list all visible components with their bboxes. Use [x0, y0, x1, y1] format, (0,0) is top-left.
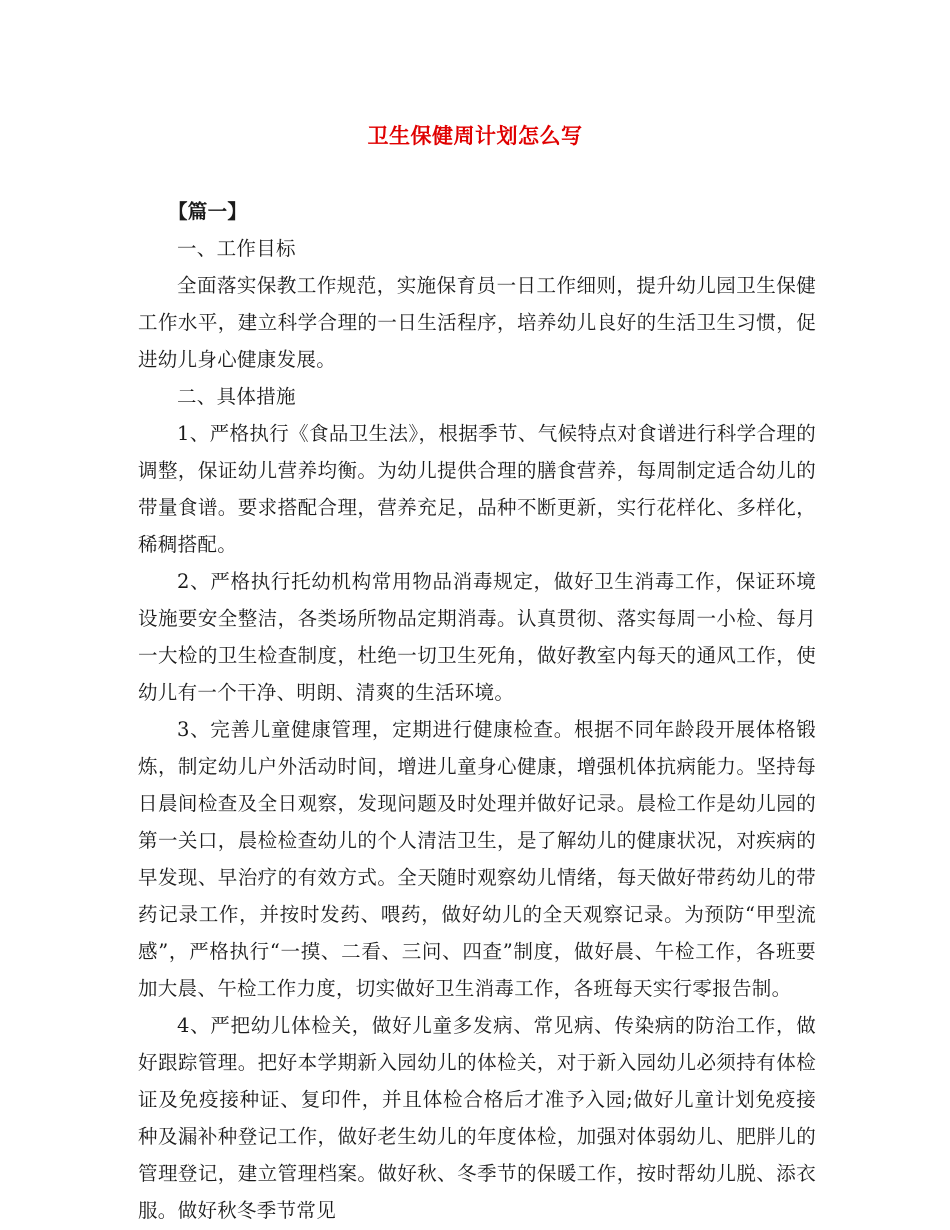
paragraph-measure-4: 4、严把幼儿体检关，做好儿童多发病、常见病、传染病的防治工作，做好跟踪管理。把好本学期新入园幼儿的体检关，对于新入园幼儿必须持有体检证及免疫接种证、复印件，并且体检合格后才准予入园;做好儿童计划免疫接种及漏补种登记工作，做好老生幼儿的年度体检，加强对体弱幼儿、肥胖儿的管理登记，建立管理档案。做好秋、冬季节的保暖工作，按时帮幼儿脱、添衣服。做好秋冬季节常见	[138, 1014, 816, 1222]
document-title: 卫生保健周计划怎么写	[367, 124, 583, 148]
heading-work-goals: 一、工作目标	[177, 237, 296, 260]
heading-measures: 二、具体措施	[177, 385, 296, 408]
paragraph-measure-3: 3、完善儿童健康管理，定期进行健康检查。根据不同年龄段开展体格锻炼，制定幼儿户外活动时间，增进儿童身心健康，增强机体抗病能力。坚持每日晨间检查及全日观察，发现问题及时处理并做好记录。晨检工作是幼儿园的第一关口，晨检检查幼儿的个人清洁卫生，是了解幼儿的健康状况，对疾病的早发现、早治疗的有效方式。全天随时观察幼儿情绪，每天做好带药幼儿的带药记录工作，并按时发药、喂药，做好幼儿的全天观察记录。为预防“甲型流感”，严格执行“一摸、二看、三问、四查”制度，做好晨、午检工作，各班要加大晨、午检工作力度，切实做好卫生消毒工作，各班每天实行零报告制。	[138, 718, 816, 1000]
paragraph-measure-2: 2、严格执行托幼机构常用物品消毒规定，做好卫生消毒工作，保证环境设施要安全整洁，各类场所物品定期消毒。认真贯彻、落实每周一小检、每月一大检的卫生检查制度，杜绝一切卫生死角，做好教室内每天的通风工作，使幼儿有一个干净、明朗、清爽的生活环境。	[138, 570, 816, 704]
document-body	[138, 193, 816, 1229]
section-marker: 【篇一】	[168, 200, 248, 223]
paragraph-measure-1: 1、严格执行《食品卫生法》，根据季节、气候特点对食谱进行科学合理的调整，保证幼儿营养均衡。为幼儿提供合理的膳食营养，每周制定适合幼儿的带量食谱。要求搭配合理，营养充足，品种不断更新，实行花样化、多样化，稀稠搭配。	[138, 422, 816, 556]
paragraph-goals: 全面落实保教工作规范，实施保育员一日工作细则，提升幼儿园卫生保健工作水平，建立科学合理的一日生活程序，培养幼儿良好的生活卫生习惯，促进幼儿身心健康发展。	[138, 274, 816, 371]
